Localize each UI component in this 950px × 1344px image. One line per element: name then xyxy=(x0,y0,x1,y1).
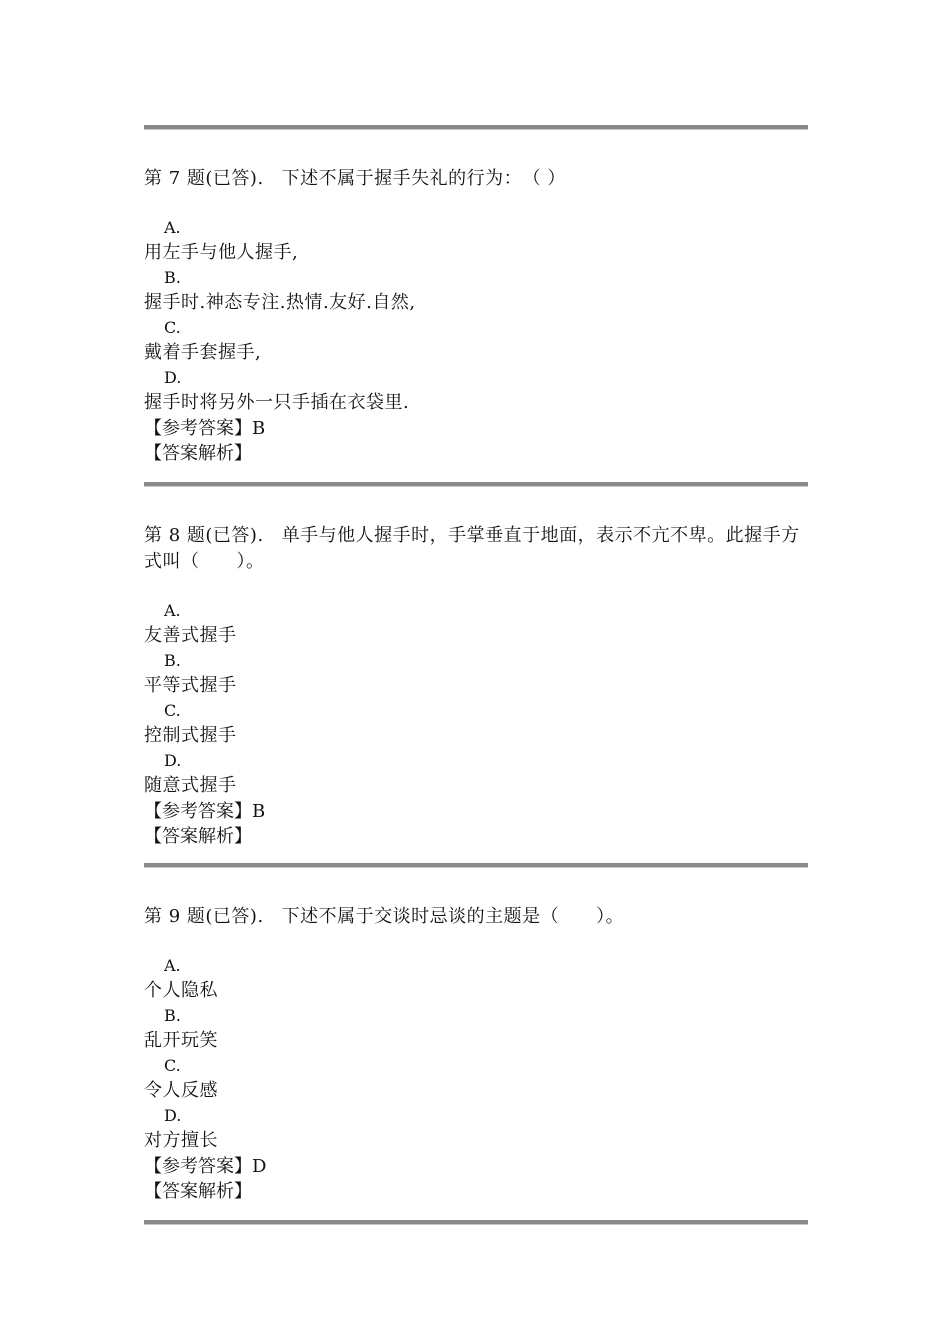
divider-bottom xyxy=(144,1220,808,1225)
option-d-text: 对方擅长 xyxy=(144,1130,218,1151)
question-page xyxy=(144,125,808,1225)
reference-answer: 【参考答案】B xyxy=(144,801,266,822)
option-b-letter: B. xyxy=(164,268,181,287)
option-d-letter: D. xyxy=(164,1106,182,1125)
question-text: 下述不属于交谈时忌谈的主题是（ ）。 xyxy=(281,906,625,927)
option-a-text: 个人隐私 xyxy=(144,980,218,1001)
option-a-letter: A. xyxy=(164,601,181,620)
option-c-letter: C. xyxy=(164,1056,181,1075)
reference-answer: 【参考答案】B xyxy=(144,418,266,439)
question-number: 第 9 题(已答). xyxy=(144,906,264,927)
question-7 xyxy=(144,130,808,482)
option-c-text: 控制式握手 xyxy=(144,725,237,746)
question-9 xyxy=(144,868,808,1220)
option-b-letter: B. xyxy=(164,1006,181,1025)
question-title xyxy=(144,904,808,930)
question-8 xyxy=(144,487,808,863)
option-d-text: 随意式握手 xyxy=(144,775,237,796)
question-number: 第 8 题(已答). xyxy=(144,525,264,546)
option-b-text: 握手时.神态专注.热情.友好.自然, xyxy=(144,292,416,313)
answer-analysis: 【答案解析】 xyxy=(144,1181,252,1202)
question-number: 第 7 题(已答). xyxy=(144,168,264,189)
question-title xyxy=(144,166,808,192)
option-b-letter: B. xyxy=(164,651,181,670)
option-d-letter: D. xyxy=(164,751,182,770)
answer-analysis: 【答案解析】 xyxy=(144,443,252,464)
reference-answer: 【参考答案】D xyxy=(144,1156,267,1177)
option-a-text: 用左手与他人握手, xyxy=(144,242,299,263)
option-c-text: 戴着手套握手, xyxy=(144,342,262,363)
option-d-letter: D. xyxy=(164,368,182,387)
option-c-text: 令人反感 xyxy=(144,1080,218,1101)
question-title xyxy=(144,523,808,575)
option-b-text: 平等式握手 xyxy=(144,675,237,696)
option-c-letter: C. xyxy=(164,701,181,720)
option-a-letter: A. xyxy=(164,218,181,237)
question-text: 下述不属于握手失礼的行为： （ ） xyxy=(281,168,566,189)
option-a-letter: A. xyxy=(164,956,181,975)
option-a-text: 友善式握手 xyxy=(144,625,237,646)
option-c-letter: C. xyxy=(164,318,181,337)
question-text: 单手与他人握手时，手掌垂直于地面，表示不亢不卑。此握手方式叫（ ）。 xyxy=(144,525,800,572)
option-b-text: 乱开玩笑 xyxy=(144,1030,218,1051)
option-d-text: 握手时将另外一只手插在衣袋里. xyxy=(144,392,410,413)
answer-analysis: 【答案解析】 xyxy=(144,826,252,847)
